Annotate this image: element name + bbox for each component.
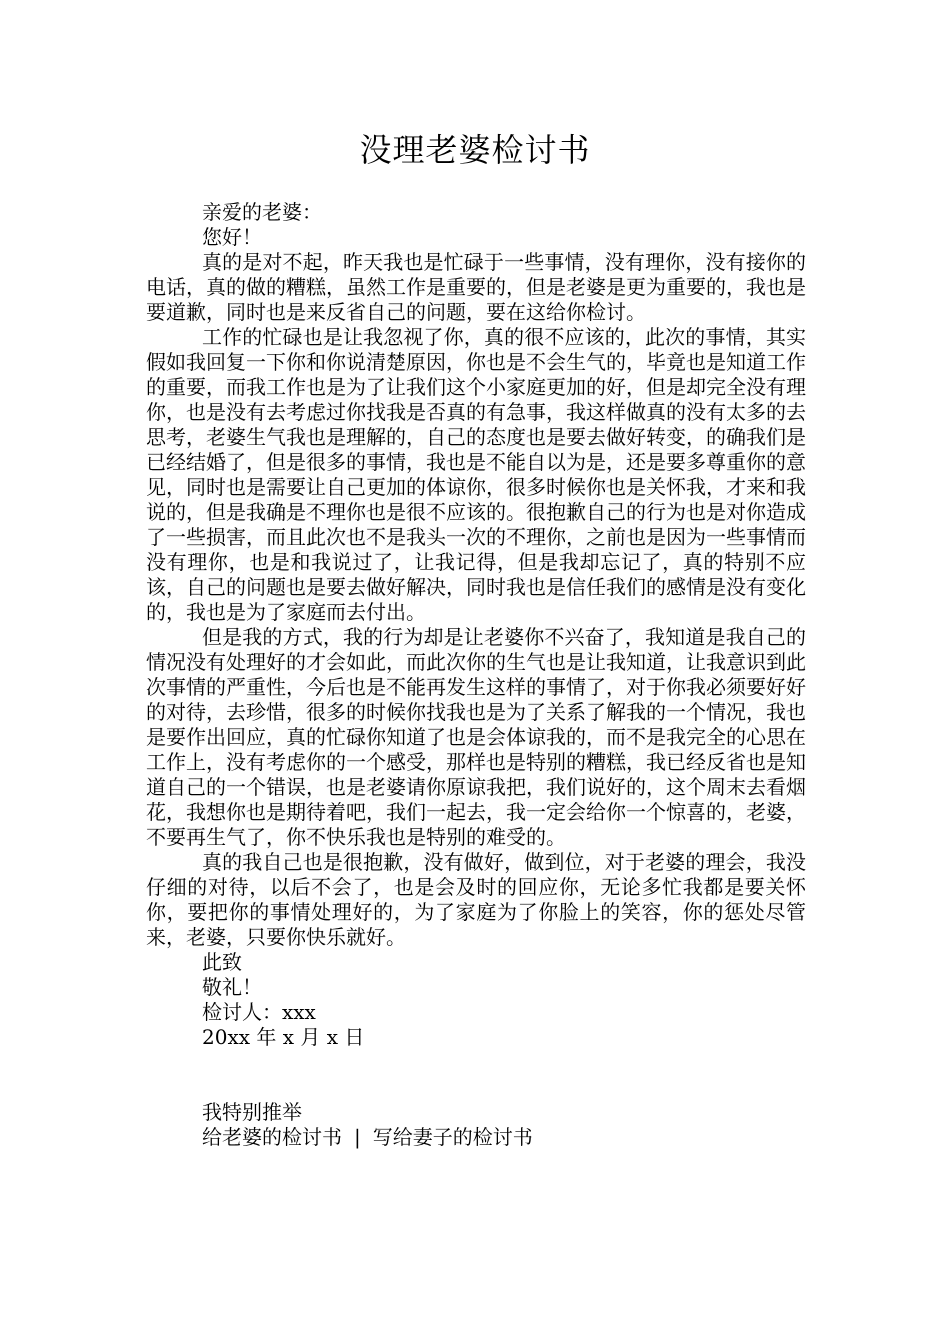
document-body xyxy=(146,200,806,1150)
signer: 检讨人：xxx xyxy=(202,1000,316,1024)
closing-2: 敬礼！ xyxy=(202,975,262,999)
paragraph-1: 真的是对不起，昨天我也是忙碌于一些事情，没有理你，没有接你的电话，真的做的糟糕，虽然工作是重要的，但是老婆是更为重要的，我也是要道歉，同时也是来反省自己的问题，要在这给你检讨。 xyxy=(146,250,806,324)
closing-1: 此致 xyxy=(202,950,242,974)
salutation: 亲爱的老婆： xyxy=(202,200,322,224)
recommend-link-2[interactable]: 写给妻子的检讨书 xyxy=(372,1125,533,1149)
spacer xyxy=(146,1050,806,1100)
greeting: 您好！ xyxy=(202,225,262,249)
paragraph-4: 真的我自己也是很抱歉，没有做好，做到位，对于老婆的理会，我没仔细的对待，以后不会了，也是会及时的回应你，无论多忙我都是要关怀你，要把你的事情处理好的，为了家庭为了你脸上的笑容，你的惩处尽管来，老婆，只要你快乐就好。 xyxy=(146,850,806,949)
document-title: 没理老婆检讨书 xyxy=(359,131,591,169)
paragraph-3: 但是我的方式，我的行为却是让老婆你不兴奋了，我知道是我自己的情况没有处理好的才会如此，而此次你的生气也是让我知道，让我意识到此次事情的严重性，今后也是不能再发生这样的事情了，对于你我必须要好好的对待，去珍惜，很多的时候你找我也是为了关系了解我的一个情况，我也是要作出回应，真的忙碌你知道了也是会体谅我的，而不是我完全的心思在工作上，没有考虑你的一个感受，那样也是特别的糟糕，我已经反省也是知道自己的一个错误，也是老婆请你原谅我把，我们说好的，这个周末去看烟花，我想你也是期待着吧，我们一起去，我一定会给你一个惊喜的，老婆，不要再生气了，你不快乐我也是特别的难受的。 xyxy=(146,625,806,849)
recommend-link-1[interactable]: 给老婆的检讨书 xyxy=(202,1125,342,1149)
recommend-links xyxy=(146,1125,806,1150)
paragraph-2: 工作的忙碌也是让我忽视了你，真的很不应该的，此次的事情，其实假如我回复一下你和你说清楚原因，你也是不会生气的，毕竟也是知道工作的重要，而我工作也是为了让我们这个小家庭更加的好，但是却完全没有理你，也是没有去考虑过你找我是否真的有急事，我这样做真的没有太多的去思考，老婆生气我也是理解的，自己的态度也是要去做好转变，的确我们是已经结婚了，但是很多的事情，我也是不能自以为是，还是要多尊重你的意见，同时也是需要让自己更加的体谅你，很多时候你也是关怀我，才来和我说的，但是我确是不理你也是很不应该的。很抱歉自己的行为也是对你造成了一些损害，而且此次也不是我头一次的不理你，之前也是因为一些事情而没有理你，也是和我说过了，让我记得，但是我却忘记了，真的特别不应该，自己的问题也是要去做好解决，同时我也是信任我们的感情是没有变化的，我也是为了家庭而去付出。 xyxy=(146,325,806,624)
date: 20xx 年 x 月 x 日 xyxy=(202,1025,365,1049)
recommend-heading: 我特别推举 xyxy=(202,1100,302,1124)
link-separator: | xyxy=(354,1125,361,1149)
